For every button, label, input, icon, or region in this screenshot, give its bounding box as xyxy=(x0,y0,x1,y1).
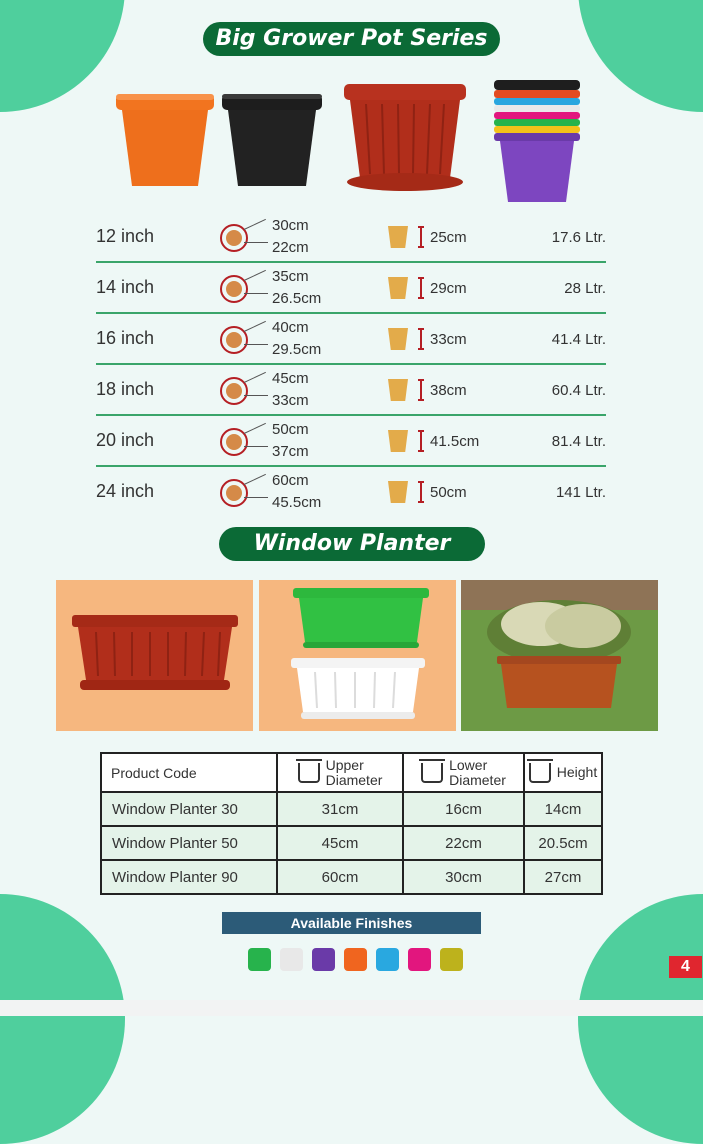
lower-diameter: 22cm xyxy=(272,239,309,256)
size-row xyxy=(96,263,606,314)
height-value: 20.5cm xyxy=(524,826,602,860)
upper-diameter: 40cm xyxy=(272,319,309,336)
pot-height-icon xyxy=(388,226,408,248)
product-code-header: Product Code xyxy=(101,753,277,792)
corner-decoration-bottom-right xyxy=(578,894,703,1144)
height-bracket-icon xyxy=(418,226,424,248)
lower-diameter: 33cm xyxy=(272,392,309,409)
finish-swatch xyxy=(440,948,463,971)
pot-height: 33cm xyxy=(430,331,467,348)
upper-diameter: 45cm xyxy=(272,370,309,387)
finish-swatch xyxy=(312,948,335,971)
lower-diameter-value: 30cm xyxy=(403,860,524,894)
pot-height: 50cm xyxy=(430,484,467,501)
height-bracket-icon xyxy=(418,277,424,299)
diameter-pointer xyxy=(244,270,266,281)
upper-diameter-value: 45cm xyxy=(277,826,403,860)
finish-swatch xyxy=(376,948,399,971)
size-row xyxy=(96,416,606,467)
height-value: 27cm xyxy=(524,860,602,894)
header-line: Diameter xyxy=(325,771,383,788)
upper-diameter-value: 60cm xyxy=(277,860,403,894)
diameter-pointer xyxy=(244,344,268,345)
footer-band xyxy=(0,1000,703,1016)
pot-height: 25cm xyxy=(430,229,467,246)
diameter-pointer xyxy=(244,395,268,396)
multicolor-pots-stack-image xyxy=(492,78,582,204)
corner-decoration-top-left xyxy=(0,0,125,112)
pot-height: 29cm xyxy=(430,280,467,297)
available-finishes-label: Available Finishes xyxy=(222,912,481,934)
lower-diameter-value: 22cm xyxy=(403,826,524,860)
pot-size: 16 inch xyxy=(96,328,155,348)
black-pot-image xyxy=(220,92,324,188)
pot-height-icon xyxy=(388,481,408,503)
grower-pot-size-list xyxy=(96,212,606,516)
upper-diameter-value: 31cm xyxy=(277,792,403,826)
pot-height-icon xyxy=(388,328,408,350)
header-line: Lower xyxy=(449,756,488,773)
size-row xyxy=(96,212,606,263)
height-bracket-icon xyxy=(418,328,424,350)
pot-height: 41.5cm xyxy=(430,433,480,450)
diameter-pointer xyxy=(244,474,266,485)
corner-decoration-bottom-left xyxy=(0,894,125,1144)
page-number: 4 xyxy=(669,956,702,978)
upper-diameter: 35cm xyxy=(272,268,309,285)
upper-diameter: 30cm xyxy=(272,217,309,234)
terracotta-pot-with-tray-image xyxy=(342,82,468,194)
height-bracket-icon xyxy=(418,379,424,401)
pot-height-icon xyxy=(388,277,408,299)
pot-volume: 60.4 Ltr. xyxy=(551,382,606,399)
pot-height-icon xyxy=(388,430,408,452)
diameter-pointer xyxy=(244,497,268,498)
diameter-pointer xyxy=(244,219,266,230)
pot-size: 24 inch xyxy=(96,481,155,501)
diameter-pointer xyxy=(244,321,266,332)
pot-size: 14 inch xyxy=(96,277,155,297)
planter-terracotta-photo xyxy=(56,580,253,731)
pot-size: 12 inch xyxy=(96,226,155,246)
header-line: Diameter xyxy=(449,771,506,788)
height-header xyxy=(524,753,602,792)
size-row xyxy=(96,365,606,416)
pot-size: 20 inch xyxy=(96,430,155,450)
header-line: Upper xyxy=(325,756,364,773)
table-row xyxy=(101,860,602,894)
upper-diameter-icon xyxy=(298,763,320,783)
orange-pot-image xyxy=(114,92,216,188)
product-code: Window Planter 50 xyxy=(101,826,277,860)
pot-height: 38cm xyxy=(430,382,467,399)
product-code: Window Planter 90 xyxy=(101,860,277,894)
lower-diameter-icon xyxy=(421,763,443,783)
pot-size: 18 inch xyxy=(96,379,155,399)
lower-diameter-value: 16cm xyxy=(403,792,524,826)
pot-volume: 17.6 Ltr. xyxy=(551,229,606,246)
table-row xyxy=(101,792,602,826)
upper-diameter-header xyxy=(277,753,403,792)
table-row xyxy=(101,826,602,860)
corner-decoration-top-right xyxy=(578,0,703,112)
section-title-window-planter: Window Planter xyxy=(219,527,485,561)
product-code: Window Planter 30 xyxy=(101,792,277,826)
height-value: 14cm xyxy=(524,792,602,826)
pot-volume: 141 Ltr. xyxy=(555,484,606,501)
height-icon xyxy=(529,763,551,783)
upper-diameter: 60cm xyxy=(272,472,309,489)
size-row xyxy=(96,467,606,516)
finish-swatch xyxy=(344,948,367,971)
diameter-pointer xyxy=(244,372,266,383)
diameter-pointer xyxy=(244,423,266,434)
window-planter-table xyxy=(100,752,603,895)
height-bracket-icon xyxy=(418,481,424,503)
section-title-grower-pots: Big Grower Pot Series xyxy=(203,22,500,56)
lower-diameter: 45.5cm xyxy=(272,494,322,511)
lower-diameter: 37cm xyxy=(272,443,309,460)
height-bracket-icon xyxy=(418,430,424,452)
finish-swatches xyxy=(248,948,463,971)
diameter-pointer xyxy=(244,293,268,294)
planter-green-white-photo xyxy=(259,580,456,731)
pot-volume: 41.4 Ltr. xyxy=(551,331,606,348)
finish-swatch xyxy=(280,948,303,971)
upper-diameter: 50cm xyxy=(272,421,309,438)
diameter-pointer xyxy=(244,446,268,447)
size-row xyxy=(96,314,606,365)
pot-volume: 81.4 Ltr. xyxy=(551,433,606,450)
diameter-pointer xyxy=(244,242,268,243)
planter-garden-photo xyxy=(461,580,658,731)
pot-volume: 28 Ltr. xyxy=(564,280,606,297)
header-line: Height xyxy=(556,764,598,780)
lower-diameter: 29.5cm xyxy=(272,341,322,358)
pot-height-icon xyxy=(388,379,408,401)
lower-diameter-header xyxy=(403,753,524,792)
lower-diameter: 26.5cm xyxy=(272,290,322,307)
finish-swatch xyxy=(408,948,431,971)
finish-swatch xyxy=(248,948,271,971)
